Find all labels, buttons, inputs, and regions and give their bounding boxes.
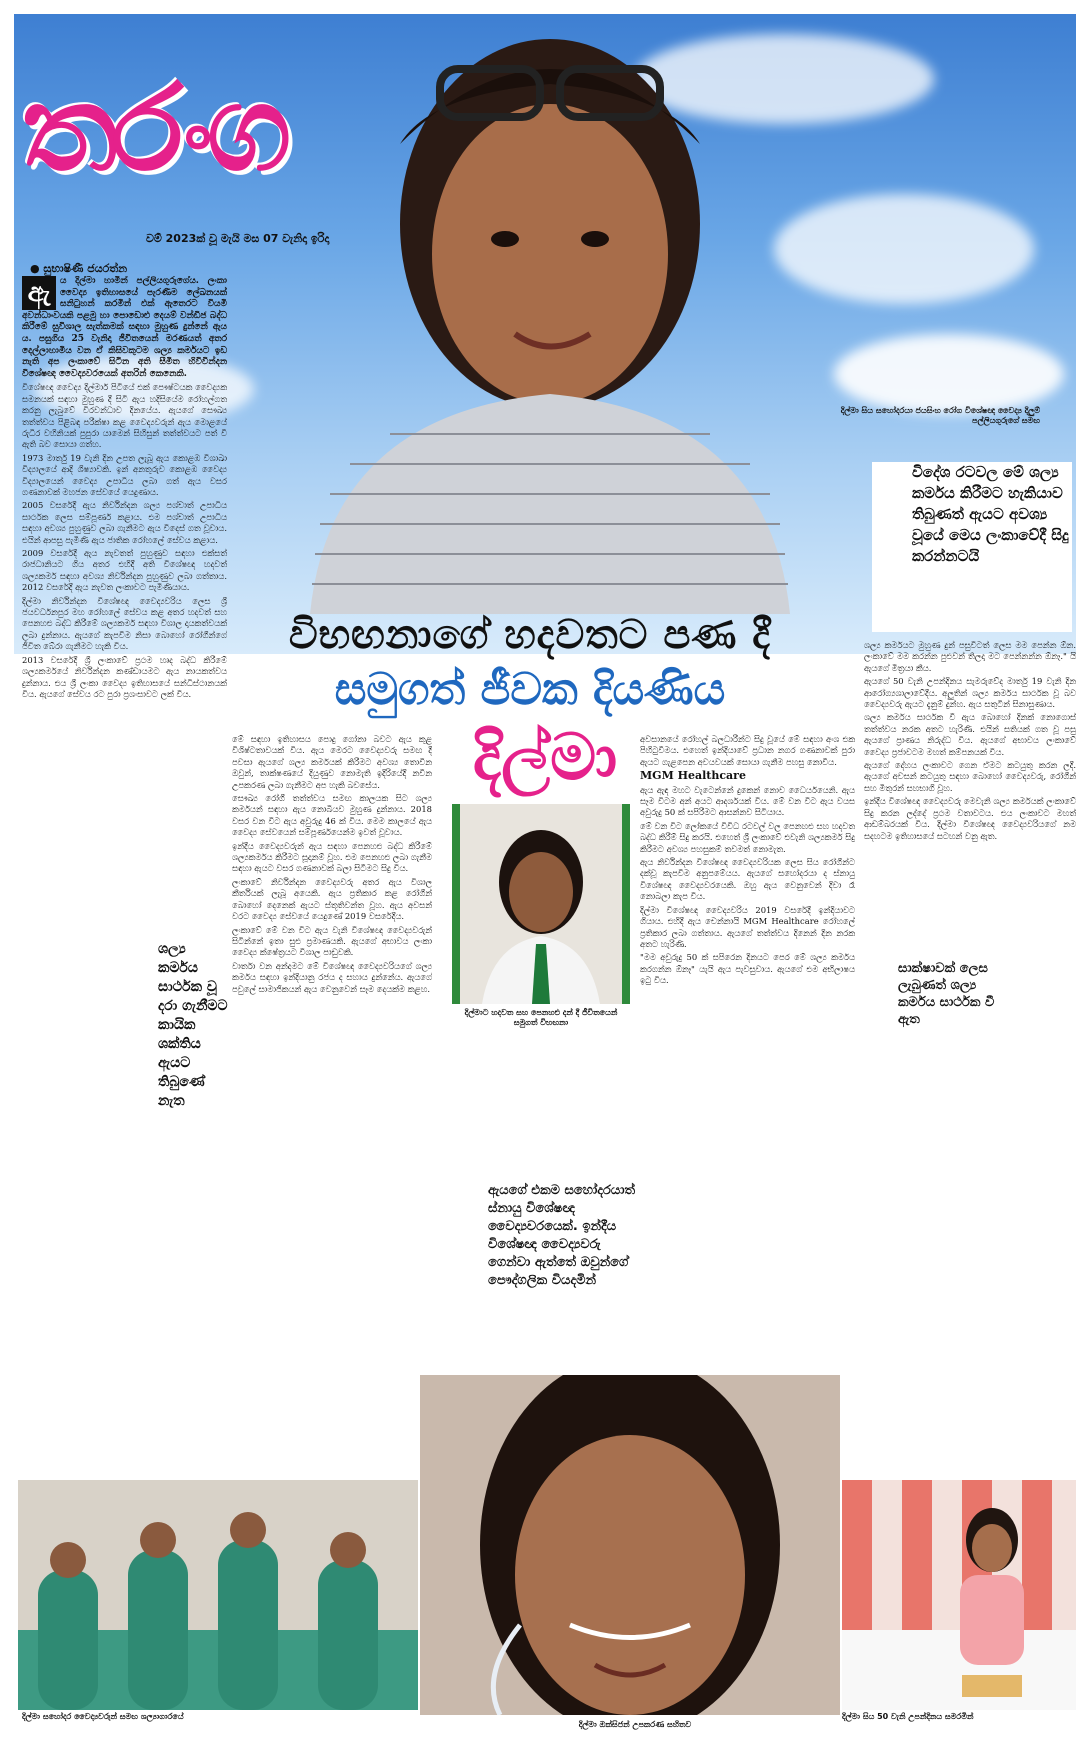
mgm-healthcare-text: MGM Healthcare [640, 769, 746, 783]
caption-bottom-center: දිල්මා ඔක්සිජන් උපකරණ සහිතව [578, 1720, 692, 1729]
headline-line-2: සමුගත් ජීවක දියණිය [334, 664, 726, 715]
photo-bottom-left [18, 1480, 418, 1710]
col3-para: ඇය නිර්වින්දන විශේෂඥ වෛද්‍යවරියක ලෙස සිය රෝගීන්ට දක්වූ කැපවීම අනුපමේයය. ඇයගේ සහෝදරයා ද ස්නායු විශේෂඥ වෛද්‍යවරයෙකි. ඔහු ඇය වෙනුවෙන් දිවා රෑ නොබලා කැප විය. [640, 857, 855, 902]
col4-para: ඇයගේ 50 වැනි උපන්දිනය සැමරුවේද මාර්තු 19 වැනි දින ආරෝග්‍යශාලාවේදීය. අලුතින් ශල්‍ය කර්මය සාර්ථක වූ බව වෛද්‍යවරු ඇයට දැනුම් දුන්හ. ඇය සතුටින් සිනාසුණාය. [864, 676, 1076, 710]
dateline: වම් 2023ක් වූ මැයි මස 07 වැනිදා ඉරිදා [146, 232, 330, 245]
col2-para: මේ සඳහා ඉතිහාසය පොදු ගෝනා බවට ඇය කුළ විශිෂ්ටතාවයක් විය. ඇය මෙරට වෛද්‍යවරු සමඟ දී පවසා ඇයගේ ශල්‍ය කර්මයක් කිරීමට අවශ්‍ය තොවින ඔවුන්, තාක්ෂණයේ දියුණුව නොමැති ඉදිරියේදී නවීන උපකරණ ලබා ගැනීමට අප හැකි බවසේය. [232, 734, 432, 790]
pullquote-right-top: විදේශ රටවල මේ ශල්‍ය කර්මය කිරීමට හැකියාව තිබුණත් ඇයට අවශ්‍ය වූයේ මෙය ලංකාවේදී සිදු කරන්නටයි [872, 462, 1072, 632]
col3-para: "මම අවුරුදු 50 ක් සපිරෙන දිනයට පෙර මේ ශල්‍ය කර්මය කරගන්න ඕනෑ" යැයි ඇය පැවසුවාය. ඇයගේ එම අභිලාෂය ඉටු විය. [640, 952, 855, 986]
col1-para: 1973 මාර්තු 19 වැනි දින උපත ලැබූ ඇය කොළඹ විශාඛා විද්‍යාලයේ ආදි ශිෂ්‍යාවකි. ඉන් අනතුරුව කොළඹ වෛද්‍ය විද්‍යාලයෙන් වෛද්‍ය උපාධිය ලබා ගත් ඇය වසර ගණනාවක් මහජන සේවයේ යෙදුණාය. [22, 452, 227, 497]
headline-line-1: විභඟනාගේ හදවතට පණ දී [288, 612, 772, 658]
col4-para: ශල්‍ය කර්මයට මුහුණ දුන් පසුවිටත් ලෙස මම පෙන්න ඕන. ලංකාවේ මම කරන්න පුළුවන් තිලදා මට පෙන්නන්න ඕනෑ." යි ඇයගේ මිත්‍රයා කීය. [864, 640, 1076, 673]
col1-para: දිල්මා නිර්වින්දන විශේෂඥ වෛද්‍යවරිය ලෙස ශ්‍රී ජයවර්ධනපුර මහ රෝහලේ සේවය කළ අතර හදවත් සහ පෙනහළු බද්ධ කිරීමේ ශල්‍යකර්ම සඳහා විශාල දායකත්වයක් ලබා දුන්නාය. ඇයගේ කැපවීම නිසා බොහෝ රෝගීන්ගේ ජීවිත බේරා ගැනීමට හැකි විය. [22, 595, 227, 652]
caption-bottom-left: දිල්මා සහෝදර වෛද්‍යවරුන් සමඟ ශල්‍යාගාරයේ [22, 1712, 184, 1721]
masthead-logo: තරංග [22, 59, 286, 197]
col2-para: ඉන්දීය වෛද්‍යවරුන් ඇය සඳහා පෙනහළු බද්ධ කිරීමේ ශල්‍යකර්මය කිරීමට සූදානම් වූහ. එම පෙනහළු ලබා ගැනීම සඳහා ඇයට වසර ගණනාවක් බලා සිටීමට සිදු විය. [232, 840, 432, 874]
photo-bottom-center [420, 1375, 840, 1715]
col1-para: 2013 වසරේදී ශ්‍රී ලංකාවේ ප්‍රථම හෘද බද්ධ කිරීමේ ශල්‍යකර්මයේ නිර්වින්දන කණ්ඩායමට ඇය නායකත්වය දුන්නාය. එය ශ්‍රී ලංකා වෛද්‍ය ඉතිහාසයේ සන්ධිස්ථානයක් විය. ඇයගේ සේවය රට පුරා ප්‍රශංසාවට ලක් විය. [22, 654, 227, 699]
col4-para: ශල්‍ය කර්මය සාර්ථක වී ඇය බොහෝ දිනක් නොගොස් තත්ත්වය නරක අතට හැරිණි. එයින් සතියක් ගත වූ පසු ඇයගේ ප්‍රාණය නිරුද්ධ විය. ඇයගේ අභාවය ලංකාවේ වෛද්‍ය ප්‍රජාවටම මහත් කම්පනයක් විය. [864, 712, 1076, 757]
pullquote-right-mid: සාක්ෂාවක් ලෙස ලැබුණත් ශල්‍ය කර්මය සාර්ථක වී ඇත [864, 960, 1004, 1040]
dropcap: ඇ [22, 276, 56, 310]
byline: ● සුභාෂිණී ජයරත්න [30, 262, 128, 275]
lede-text: ය දිල්මා හාමින් පල්ලියගුරුගේය. ලංකා වෛද්‍ය ඉතිහාසයේ පැරණිම ලේඛනයක් සනිටුහන් කරමින් එක් ඇතෙරට වියමි අවන්ධාංවයකි පළමු හා පොඩොළු දෙයම් වන්ඩිජ බද්ධ කිරීමේ සුවිශාල සැත්කමක් සඳහා මුහුණ දුන්නේ ඇය ය. පසුගිය 25 වැනිදා ජීවිතයෙන් මරණයත් අතර දෙල්ලාහාමිය වන ඒ කිසිවකුටම ශල්‍ය කර්මයට ඉඩ නැති අප ලංකාවේ සිටින අති සීමිත හිවිවින්දන විශේෂඥ වෛද්‍යවරයෙක් අතරින් කෙනෙකි. [22, 276, 227, 379]
col1-para: 2009 වසරේදී ඇය නැවතත් පුහුණුව සඳහා එක්සත් රාජධානියට ගිය අතර එහිදී අති විශේෂඥ හදවත් ශල්‍යකර්ම සඳහා අවශ්‍ය නිර්වින්දන පුහුණුව ලබා ගත්තාය. 2012 වසරේදී ඇය නැවත ලංකාවට පැමිණියාය. [22, 548, 227, 593]
col1-para: 2005 වසරේදී ඇය නිර්වින්දන ශල්‍ය පශ්චාත් උපාධිය සාර්ථක ලෙස සම්පූර්ණ කළාය. එම පශ්චාත් උපාධිය සඳහා අවශ්‍ය පුහුණුව ලබා ගැනීමට ඇය විදෙස් ගත වූවාය. එයින් ආපසු පැමිණි ඇය ජාතික රෝහලේ සේවය කළාය. [22, 500, 227, 545]
col2-para: ලංකාවේ මේ වන විට ඇය වැනි විශේෂඥ වෛද්‍යවරුන් සිටින්නේ ඉතා සුළු ප්‍රමාණයකි. ඇයගේ අභාවය ලංකා වෛද්‍ය ක්ෂේත්‍රයට විශාල පාඩුවකි. [232, 924, 432, 958]
article-column-2 [232, 734, 432, 1494]
col3-para: ඇය ඇඳ මහට වැටෙන්නේ දුකෙන් නොව ධෛර්යයෙනි. ඇය සෑම විටම අන් අයට ආදර්ශයක් විය. මේ වන විට ඇය වයස අවුරුදු 50 ක් සපිරීමට ආසන්නව සිටියාය. [640, 784, 855, 818]
headline-line-3: දිල්මා [440, 718, 650, 798]
pullquote-left: ශල්‍ය කර්මය සාර්ථක වූ දරා ගැනීමට කායික ශක්තිය ඇයට තිබුණේ නැත [118, 940, 228, 1050]
col2-para: ලංකාවේ නිර්වින්දන වෛද්‍යවරු අතර ඇය විශාල කීර්තියක් ලැබූ අයෙකි. ඇය ප්‍රතිකාර කළ රෝගීන් බොහෝ දෙනෙක් ඇයට ස්තූතිවන්ත වූහ. ඇය අවසන් වරට වෛද්‍ය සේවයේ යෙදුණේ 2019 වසරේදීය. [232, 876, 432, 922]
main-portrait-photo [290, 14, 810, 614]
col1-para: විශේෂඥ වෛද්‍ය දිල්මාර් පිටියේ එක් පෞෂ්ටයක වෛද්‍යක සමනයක් සඳහා මුහුණ දී සිටි ඇය හදිසියේම රෝහල්ගත කරනු ලැබුවේ විරවන්ධාව දිනයේය. ඇයගේ සෞඛ්‍ය තත්ත්වය පිළිබඳ පරීක්ෂා කළ වෛද්‍යවරුන් ඇය මොළයේ රුධිර වහිනියක් පුපුරා යාමෙන් සිහිසුන් තත්ත්වයට පත් වී ඇති බව සොයා ගත්හ. [22, 382, 227, 450]
pullquote-center: ඇයගේ එකම සහෝදරයාත් ස්නායු විශේෂඥ වෛද්‍යවරයෙක්. ඉන්දීය විශේෂඥ වෛද්‍යවරු ගෙන්වා ඇත්තේ ඔවුන්ගේ පෞද්ගලික වියදමින් [444, 1182, 640, 1322]
col4-para: ඉන්දීය විශේෂඥ වෛද්‍යවරු මෙවැනි ශල්‍ය කර්මයක් ලංකාවේ සිදු කරන ලද්දේ ප්‍රථම වතාවටය. එය ලංකාවට මහත් ආඩම්බරයක් විය. දිල්මා විශේෂඥ වෛද්‍යවරියගේ නම සදහටම ඉතිහාසයේ සටහන් වනු ඇත. [864, 796, 1076, 841]
article-column-1 [22, 276, 227, 1336]
student-photo [452, 804, 630, 1004]
caption-top-right: දිල්මා සිය සහෝදරයා ජයසිංහ රෝග විශේෂඥ වෛද්‍ය දිලුම් පල්ලියගුරුගේ සමඟ [840, 406, 1040, 425]
col3-para: මේ වන විට ලෝකයේ විවිධ රටවල් වල පෙනහළු සහ හදවත බද්ධ කිරීම් සිදු කරයි. එහෙත් ශ්‍රී ලංකාවේ එවැනි ශල්‍යකර්ම සිදු කිරීමට අවශ්‍ය පහසුකම් තවමත් නොමැත. [640, 820, 855, 854]
col4-para: ඇයගේ දේහය ලංකාවට ගෙන ඒමට කටයුතු කරන ලදී. ඇයගේ අවසන් කටයුතු සඳහා බොහෝ වෛද්‍යවරු, රෝගීන් සහ මිතුරන් සහභාගි වූහ. [864, 760, 1076, 793]
col3-para: දිල්මා විශේෂඥ වෛද්‍යවරිය 2019 වසරේදී ඉන්දියාවට ගියාය. එහිදී ඇය චෙන්නායි MGM Healthcare රෝහලේ ප්‍රතිකාර ලබා ගත්තාය. ඇයගේ තත්ත්වය දිනෙන් දින නරක අතට හැරිණි. [640, 904, 855, 949]
caption-bottom-right: දිල්මා සිය 50 වැනි උපන්දිනය සමරමින් [842, 1712, 974, 1721]
col2-para: සෞඛ්‍ය රෝගී තත්ත්වය සමඟ කාලයක සිට ශල්‍ය කර්මයන් සඳහා ඇය නොබියව මුහුණ දුන්නාය. 2018 වසර වන විට ඇය අවුරුදු 46 ක් විය. මෙම කාලයේ ඇය වෛද්‍ය සේවයෙන් සම්පූර්ණයෙන්ම ඉවත් වූවාය. [232, 793, 432, 838]
caption-student: දිල්මාට හදවත සහ පෙනහළු දන් දී ජීවිතයෙන් සමුගත් විභඟනා [464, 1008, 618, 1027]
photo-bottom-right [842, 1480, 1076, 1710]
col3-para: අවසානයේ රෝහල් බලධාරීන්ට සිදු වූයේ මේ සඳහා අංශ එක පිහිටුවීමය. එහෙත් ඉන්දියාවේ ප්‍රධාන නගර ගණනාවක් පුරා ඇයට ගැළපෙන අවයවයක් සොයා ගැනීම පහසු නොවීය. [640, 734, 855, 767]
col2-para: වාර්තා වන අන්දමට මේ විශේෂඥ වෛද්‍යවරියගේ ශල්‍ය කර්මය සඳහා ඉන්දියානු රජය ද සහාය දුන්නේය. ඇයගේ පවුලේ සාමාජිකයන් ඇය වෙනුවෙන් සෑම දෙයක්ම කළහ. [232, 960, 432, 994]
